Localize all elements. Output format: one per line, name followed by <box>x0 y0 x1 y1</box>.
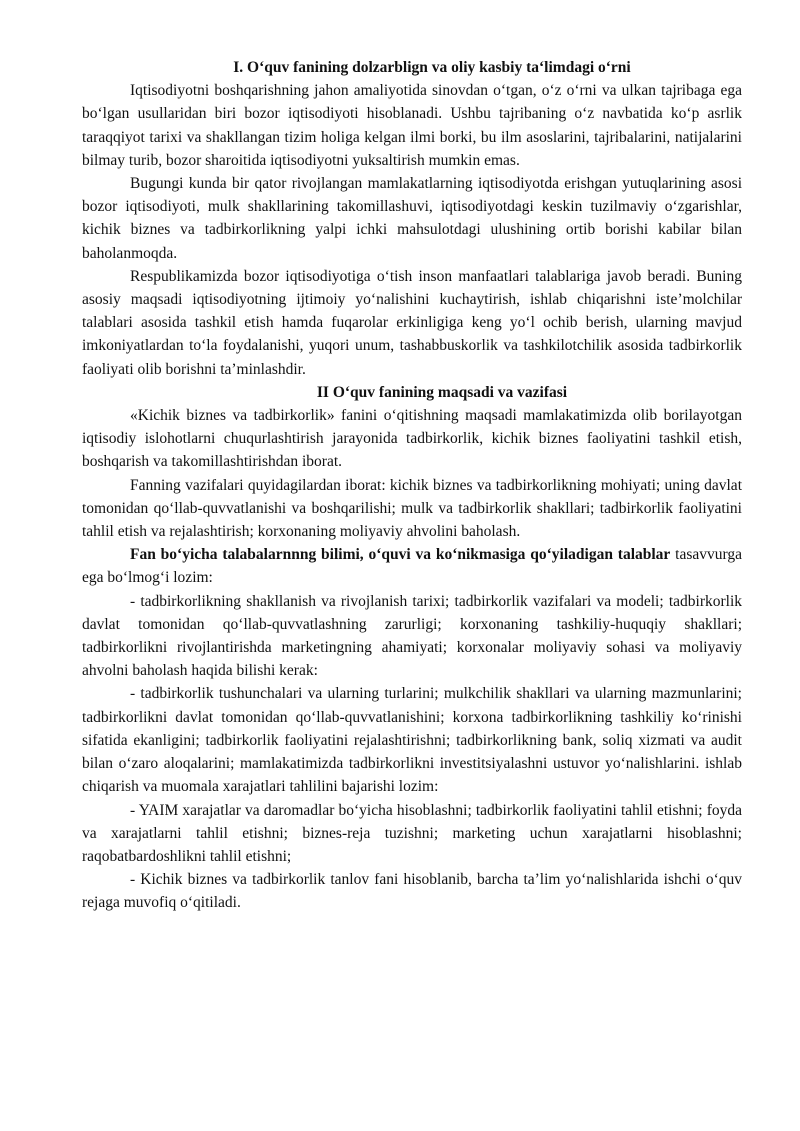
section-3-heading <box>82 543 742 589</box>
section-3-heading-bold-line-1: Fan bo‘yicha talabalarnnng bilimi, o‘quvi va ko‘nikmasiga qo‘yiladigan <box>130 546 613 564</box>
paragraph: Iqtisodiyotni boshqarishning jahon amaliyotida sinovdan o‘tgan, o‘z o‘rni va ulkan tajribaga ega bo‘lgan usullaridan biri bozor iqtisodiyoti hisoblanadi. Ushbu tajribaning o‘z navbatida ko‘p asrlik taraqqiyot tarixi va shakllangan tizim holiga kelgan ilmi borki, bu ilm asoslarini, tajribalarini, natijalarini bilmay turib, bozor sharoitida iqtisodiyotni yuksaltirish mumkin emas. <box>82 82 742 169</box>
section-2-heading: II O‘quv fanining maqsadi va vazifasi <box>316 383 568 401</box>
paragraph: Fanning vazifalari quyidagilardan iborat: kichik biznes va tadbirkorlikning mohiyati; uning davlat tomonidan qo‘llab-quvvatlanishi va boshqarilishi; mulk va tadbirkorlik shakllari; tadbirkorlik faoliyatini tahlil etish va rejalashtirish; korxonaning moliyaviy ahvolini baholash. <box>82 476 742 541</box>
paragraph: «Kichik biznes va tadbirkorlik» fanini o‘qitishning maqsadi mamlakatimizda olib borilayotgan iqtisodiy islohotlarni chuqurlashtirish jarayonida tadbirkorlik, kichik biznes faoliyatini tashkil etish, boshqarish va takomillashtirishdan iborat. <box>82 407 742 471</box>
list-item: - tadbirkorlikning shakllanish va rivojlanish tarixi; tadbirkorlik vazifalari va modeli; tadbirkorlik davlat tomonidan qo‘llab-quvvatlashning zarurligi; korxonaning tashkiliy-huquqiy shakllari; tadbirkorlikni rivojlantirishda marketingning ahamiyati; korxonalar moliyaviy sohasi va moliyaviy ahvolni baholash haqida bilishi kerak: <box>82 592 742 680</box>
section-1-heading: I. O‘quv fanining dolzarblign va oliy kasbiy ta‘limdagi o‘rni <box>233 59 631 76</box>
list-item: - YAIM xarajatlar va daromadlar bo‘yicha hisoblashni; tadbirkorlik faoliyatini tahlil etishni; foyda va xarajatlarni tahlil etishni; biznes-reja tuzishni; marketing uchun xarajatlarni hisoblashni; raqobatbardoshlikni tahlil etishni; <box>82 801 742 865</box>
list-item: - tadbirkorlik tushunchalari va ularning turlarini; mulkchilik shakllari va ularning mazmunlarini; tadbirkorlikni davlat tomonidan qo‘llab-quvvatlanishini; korxona tadbirkorlikning tashkiliy ko‘rinishi sifatida ekanligini; tadbirkorlik faoliyatini rejalashtirishni; tadbirkorlikning bank, soliq xizmati va audit bilan o‘zaro aloqalarini; mamlakatimizda tadbirkorlikni investitsiyalashni ustuvor yo‘nalishlarini. ishlab chiqarish va muomala xarajatlari tahlilini bajarishi lozim: <box>82 685 742 796</box>
list-item: - Kichik biznes va tadbirkorlik tanlov fani hisoblanib, barcha ta’lim yo‘nalishlarida ishchi o‘quv rejaga muvofiq o‘qitiladi. <box>82 871 742 912</box>
document-body <box>82 56 742 915</box>
paragraph: Respublikamizda bozor iqtisodiyotiga o‘tish inson manfaatlari talablariga javob beradi. Buning asosiy maqsadi iqtisodiyotning ijtimoiy yo‘nalishini kuchaytirish, ishlab chiqarishni iste’molchilar talablari asosida tashkil etish hamda fuqarolar erkinligiga keng yo‘l ochib berish, ularning mavjud imkoniyatlardan to‘la foydalanishi, yuqori unum, tashabbuskorlik va tashkilotchilik asosida tadbirkorlik faoliyati olib borishni ta’minlashdir. <box>82 267 742 378</box>
section-3-heading-bold-line-2: talablar <box>617 546 671 564</box>
paragraph: Bugungi kunda bir qator rivojlangan mamlakatlarning iqtisodiyotda erishgan yutuqlarining asosi bozor iqtisodiyoti, mulk shakllarining takomillashuvi, iqtisodiyotdagi keskin tuzilmaviy o‘zgarishlar, kichik biznes va tadbirkorlikning yalpi ichki mahsulotdagi ulushining ortib borishi kabilar bilan baholanmoqda. <box>82 175 742 262</box>
section-3-heading-rest: tasavvurga ega bo‘lmog‘i lozim: <box>82 546 742 587</box>
